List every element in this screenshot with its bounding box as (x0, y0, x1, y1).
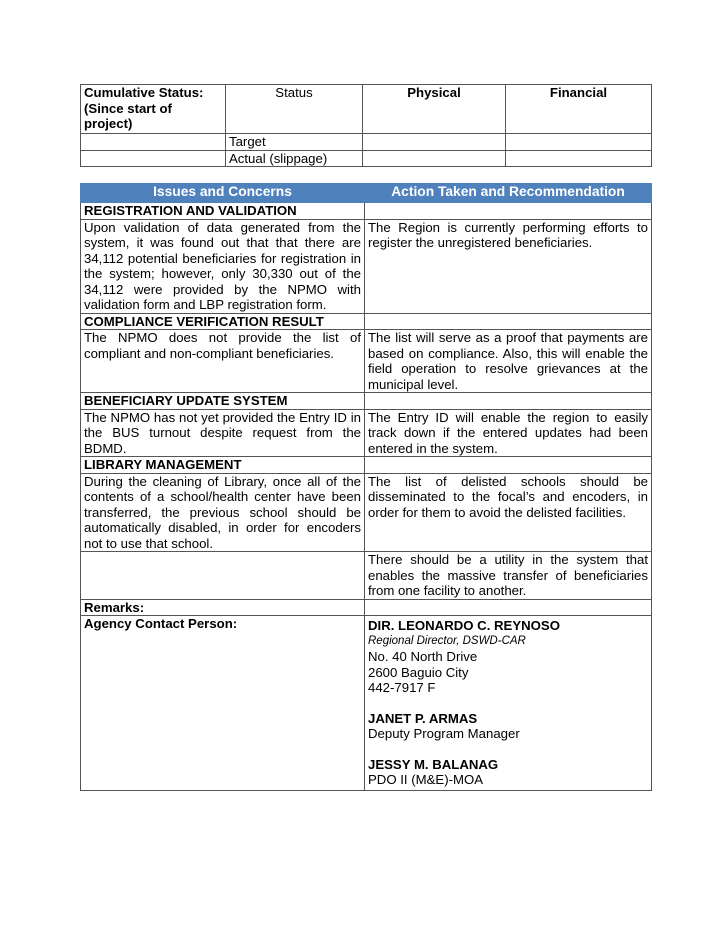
bus-title: BENEFICIARY UPDATE SYSTEM (81, 393, 365, 410)
section-title-row (81, 457, 652, 474)
registration-title-blank (365, 203, 652, 220)
issue-row (81, 552, 652, 600)
target-physical-cell (363, 134, 506, 151)
address-line2: 2600 Baguio City (368, 664, 469, 680)
section-title-row (81, 393, 652, 410)
section-title-row (81, 313, 652, 330)
spacer (368, 742, 648, 757)
status-header: Status (226, 85, 363, 134)
status-header-row (81, 85, 652, 134)
remarks-value (365, 599, 652, 616)
action-header: Action Taken and Recommendation (365, 184, 652, 203)
physical-header: Physical (363, 85, 506, 134)
remarks-row (81, 599, 652, 616)
registration-title: REGISTRATION AND VALIDATION (81, 203, 365, 220)
target-row (81, 134, 652, 151)
issues-header-row (81, 184, 652, 203)
deputy-title: Deputy Program Manager (368, 726, 520, 741)
library-title: LIBRARY MANAGEMENT (81, 457, 365, 474)
bus-title-blank (365, 393, 652, 410)
address-line1: No. 40 North Drive (368, 649, 478, 664)
library-extra-action: There should be a utility in the system that enables the massive transfer of beneficiaries from one facility to another. (365, 552, 652, 600)
bus-action: The Entry ID will enable the region to easily track down if the entered updates had been entered in the system. (365, 409, 652, 457)
contact-label: Agency Contact Person: (81, 616, 365, 791)
pdo-name: JESSY M. BALANAG (368, 756, 499, 772)
issue-row (81, 330, 652, 393)
library-action: The list of delisted schools should be disseminated to the focal’s and encoders, in order for them to avoid the delisted facilities. (365, 473, 652, 552)
registration-action: The Region is currently performing efforts to register the unregistered beneficiaries. (365, 219, 652, 313)
library-issue: During the cleaning of Library, once all of the contents of a school/health center have been transferred, the previous school should be automatically disabled, in order for encoders not to use that school. (81, 473, 365, 552)
spacer (368, 696, 648, 711)
actual-row (81, 150, 652, 167)
target-financial-cell (506, 134, 652, 151)
remarks-label: Remarks: (81, 599, 365, 616)
actual-physical-cell (363, 150, 506, 167)
registration-issue: Upon validation of data generated from the system, it was found out that that there are 34,112 potential beneficiaries for registration in the system; however, only 30,330 out of the 34,112 were provided by the NPMO with validation form and LBP registration form. (81, 219, 365, 313)
issues-header: Issues and Concerns (81, 184, 365, 203)
director-name: DIR. LEONARDO C. REYNOSO (368, 618, 560, 633)
target-label: Target (226, 134, 363, 151)
pdo-title: PDO II (M&E)-MOA (368, 772, 484, 787)
library-title-blank (365, 457, 652, 474)
library-extra-issue-blank (81, 552, 365, 600)
deputy-name: JANET P. ARMAS (368, 710, 478, 726)
cumulative-status-label: Cumulative Status: (Since start of project) (81, 85, 226, 134)
compliance-title: COMPLIANCE VERIFICATION RESULT (81, 313, 365, 330)
issue-row (81, 409, 652, 457)
target-empty-cell (81, 134, 226, 151)
financial-header: Financial (506, 85, 652, 134)
actual-label: Actual (slippage) (226, 150, 363, 167)
compliance-action: The list will serve as a proof that payments are based on compliance. Also, this will enable the field operation to resolve grievances at the municipal level. (365, 330, 652, 393)
cumulative-status-table (80, 84, 652, 167)
contact-row (81, 616, 652, 791)
issues-table (80, 183, 652, 791)
compliance-title-blank (365, 313, 652, 330)
compliance-issue: The NPMO does not provide the list of compliant and non-compliant beneficiaries. (81, 330, 365, 393)
actual-financial-cell (506, 150, 652, 167)
bus-issue: The NPMO has not yet provided the Entry ID in the BUS turnout despite request from the BDMD. (81, 409, 365, 457)
director-title: Regional Director, DSWD-CAR (368, 634, 526, 647)
contact-details (365, 616, 652, 791)
issue-row (81, 219, 652, 313)
section-title-row (81, 203, 652, 220)
issue-row (81, 473, 652, 552)
actual-empty-cell (81, 150, 226, 167)
phone: 442-7917 F (368, 680, 436, 695)
